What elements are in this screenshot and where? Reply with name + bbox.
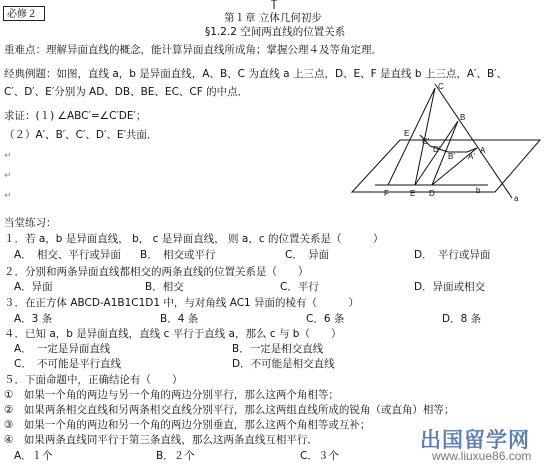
q2-option-b: B．相交 <box>145 281 184 293</box>
label-B: B <box>460 113 466 122</box>
label-D: D <box>429 189 435 198</box>
q1-option-b: B． 相交或平行 <box>140 249 216 261</box>
q1-option-c: C． 异面 <box>285 249 330 261</box>
q3-option-a: A．3 条 <box>14 313 53 325</box>
q5-statement-2: ② 如果两条相交直线和另两条相交直线分别平行，那么这两组直线所成的锐角（或直角）相等； <box>4 404 455 416</box>
proof-part-2: （２）A′、B′、C′、D′、E′共面． <box>4 129 158 141</box>
example-line-1: 经典例题：如图，直线 a，b 是异面直线，A、B、C 为直线 a 上三点，D、E、F 是直线 b 上三点，A′、B′、 <box>4 68 508 80</box>
text-cursor-icon <box>271 0 277 9</box>
label-B-prime: B' <box>448 152 455 161</box>
plane-shape <box>352 140 540 192</box>
q2-option-c: C．平行 <box>280 281 319 293</box>
q3-option-d: D．8 条 <box>442 313 482 325</box>
label-F: F <box>384 189 389 198</box>
q1-option-a: A． 相交、平行或异面 <box>14 249 121 261</box>
paragraph-mark: ↵ <box>4 151 12 161</box>
q5-option-c: C．３个 <box>300 450 339 462</box>
q1-option-d: D． 平行或异面 <box>414 249 491 261</box>
label-C-prime: C' <box>422 137 430 146</box>
question-5: ５．下面命题中，正确结论有（ ） <box>4 374 183 386</box>
paragraph-mark: ↵ <box>4 191 12 201</box>
proof-part-1: 求证：(１) ∠ABC′=∠C′DE′； <box>4 110 147 122</box>
skew-lines-figure <box>330 80 550 205</box>
label-a: a <box>514 194 519 203</box>
label-A-prime: A' <box>468 152 475 161</box>
label-E-prime: E <box>404 129 410 138</box>
line-a <box>435 84 512 198</box>
watermark-url[interactable]: www.liuxue86.com <box>432 449 532 463</box>
course-tag: 必修２ <box>3 6 45 21</box>
q4-option-b: B．一定是相交直线 <box>232 343 324 355</box>
question-2: ２．分别和两条异面直线都相交的两条直线的位置关系是（ ） <box>4 266 309 278</box>
q3-option-b: B．4 条 <box>160 313 199 325</box>
label-E: E <box>410 189 416 198</box>
q4-option-c: C． 不可能是平行直线 <box>14 358 122 370</box>
q5-option-b: B．２个 <box>156 450 195 462</box>
label-C: C <box>438 82 444 91</box>
example-line-2: C′、D′、E′分别为 AD、DB、BE、EC、CF 的中点． <box>4 86 249 98</box>
question-1: １．若 a，b 是异面直线， b， c 是异面直线， 则 a，c 的位置关系是（ ） <box>4 233 384 245</box>
paragraph-mark: ↵ <box>4 171 12 181</box>
label-D-prime: D' <box>433 145 441 154</box>
key-points: 重难点：理解异面直线的概念，能计算异面直线所成角；掌握公理４及等角定理． <box>4 44 382 56</box>
q3-option-c: C．6 条 <box>306 313 345 325</box>
q4-option-a: A． 一定是异面直线 <box>14 343 111 355</box>
practice-title: 当堂练习： <box>4 217 57 229</box>
q5-option-a: A．１个 <box>14 450 53 462</box>
q5-statement-4: ④ 如果两条直线同平行于第三条直线，那么这两条直线互相平行． <box>4 434 318 446</box>
question-3: ３．在正方体 ABCD-A1B1C1D1 中，与对角线 AC1 异面的棱有（ ） <box>4 297 360 309</box>
q2-option-d: D．异面或相交 <box>414 281 486 293</box>
section-title: §1.2.2 空间两直线的位置关系 <box>205 26 346 38</box>
q5-statement-3: ③ 如果一个角的两边和另一个角的两边分别垂直，那么这两个角相等或互补； <box>4 419 371 431</box>
q5-statement-1: ① 如果一个角的两边与另一个角的两边分别平行，那么这两个角相等； <box>4 389 339 401</box>
chapter-title: 第１章 立体几何初步 <box>224 12 322 24</box>
watermark-title: 出国留学网 <box>420 428 530 452</box>
q4-option-d: D．不可能是相交直线 <box>232 358 335 370</box>
label-b: b <box>476 186 481 195</box>
question-4: ４．已知 a，b 是异面直线，直线 c 平行于直线 a，那么 c 与 b（ ） <box>4 328 342 340</box>
q2-option-a: A．异面 <box>14 281 53 293</box>
label-A: A <box>480 146 486 155</box>
